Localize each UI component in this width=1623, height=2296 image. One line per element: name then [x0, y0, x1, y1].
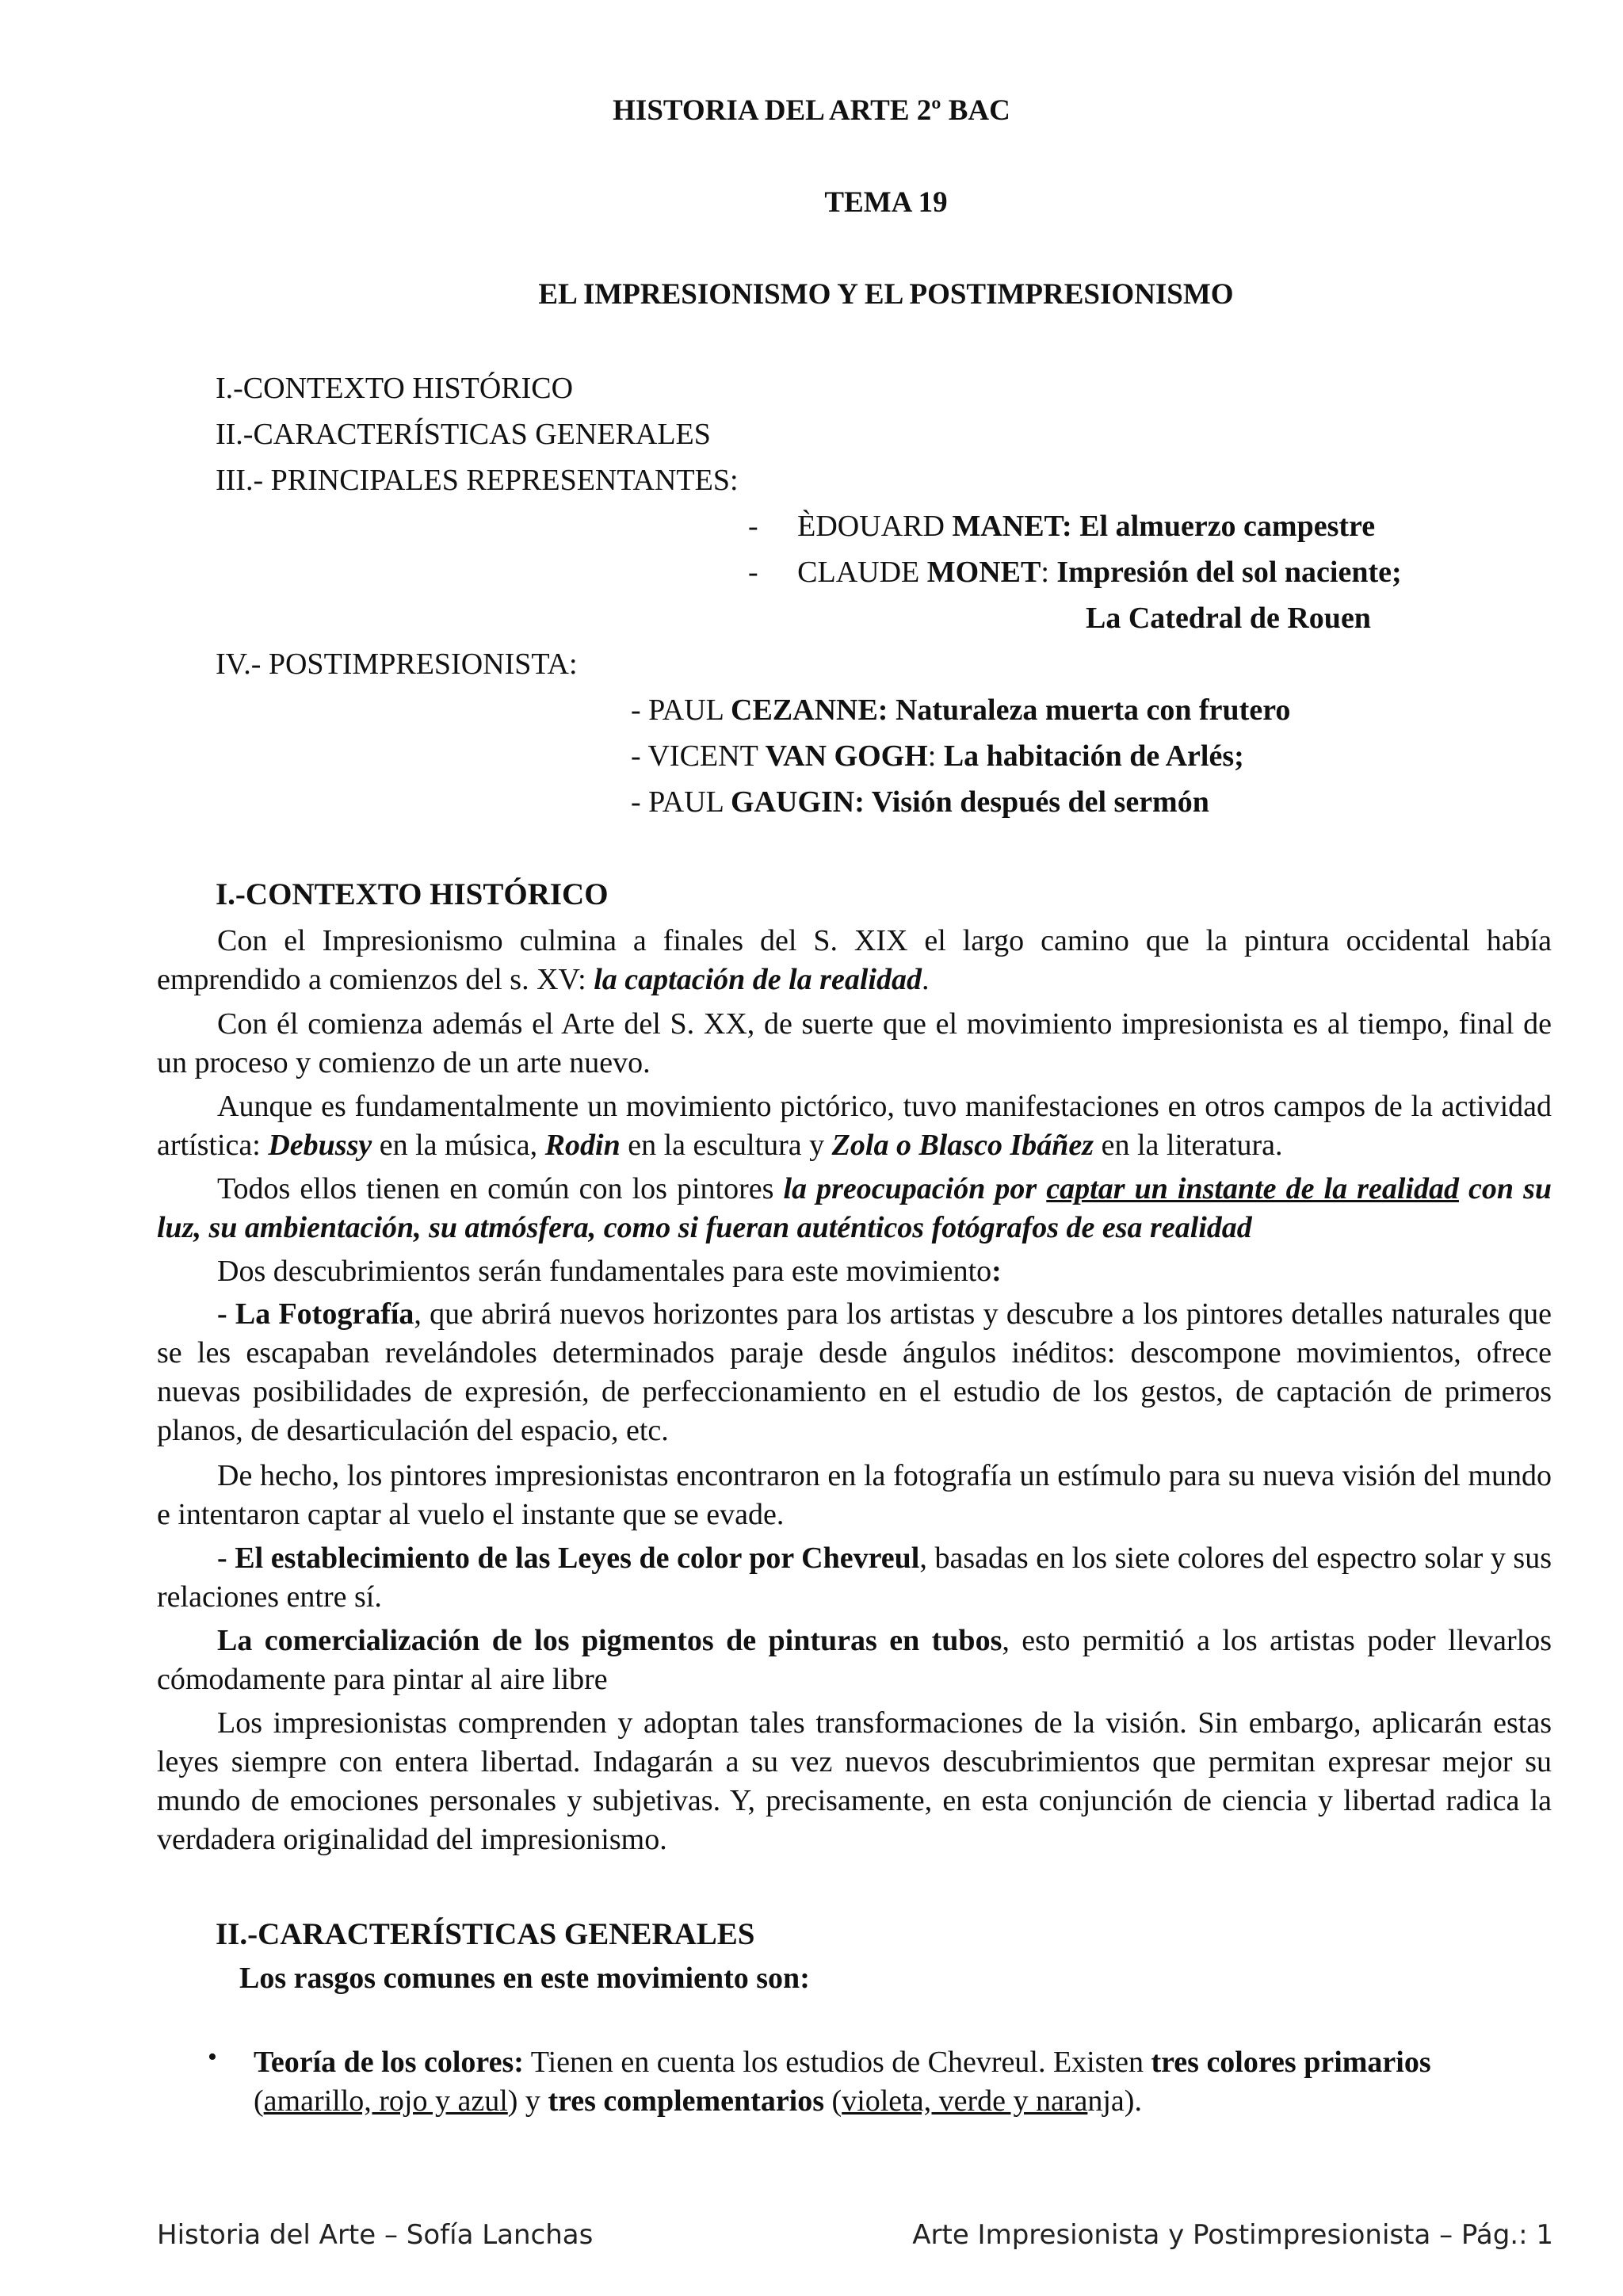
topic-number: TEMA 19	[824, 186, 948, 219]
text: Todos ellos tienen en común con los pintores	[217, 1172, 784, 1205]
text: .	[921, 963, 930, 996]
paragraph-5	[157, 1252, 1552, 1291]
bullet-icon: •	[208, 2042, 217, 2072]
text: Con el Impresionismo culmina a finales del S. XIX el largo camino que la pintura occidental había emprendido a comienzos del s. XV:	[157, 924, 1552, 996]
monet-work-2: La Catedral de Rouen	[1086, 602, 1371, 635]
section-2-subheading: Los rasgos comunes en este movimiento son:	[239, 1962, 810, 1995]
manet-entry	[748, 509, 1375, 544]
paragraph-8	[157, 1539, 1552, 1617]
artist-first-name: - PAUL	[631, 693, 731, 727]
text: , esto permitió a los artistas poder llevarlos cómodamente para pintar al aire libre	[157, 1624, 1552, 1696]
dash: -	[748, 556, 758, 589]
index-item-2: II.-CARACTERÍSTICAS GENERALES	[216, 418, 711, 451]
emphasis: con su luz, su ambientación, su atmósfera, como si fueran auténticos fotógrafos de esa realidad	[157, 1172, 1552, 1244]
bullet-item-colors	[254, 2043, 1553, 2121]
index-item-3: III.- PRINCIPALES REPRESENTANTES:	[216, 464, 739, 497]
paragraph-4	[157, 1170, 1552, 1247]
artist-work: MANET: El almuerzo campestre	[952, 510, 1376, 543]
underlined: amarillo, rojo y azul	[263, 2084, 508, 2118]
text: Dos descubrimientos serán fundamentales para este movimiento	[217, 1255, 992, 1288]
text: en la literatura.	[1094, 1129, 1283, 1162]
text: en la música,	[372, 1129, 545, 1162]
paragraph-6	[157, 1295, 1552, 1450]
emphasis: la captación de la realidad	[594, 963, 922, 996]
section-1-heading: I.-CONTEXTO HISTÓRICO	[216, 877, 609, 911]
index-item-4: IV.- POSTIMPRESIONISTA:	[216, 648, 578, 681]
emphasis: la preocupación por	[783, 1172, 1047, 1205]
artist-surname: MONET	[926, 556, 1041, 589]
text: nja).	[1087, 2084, 1142, 2118]
text: , que abrirá nuevos horizontes para los artistas y descubre a los pintores detalles naturales que se les escapaban revelándoles determinados paraje desde ángulos inéditos: descompone movimientos, ofrece nuevas posibilidades de expresión, de perfeccionamiento en el estudio de los gestos, de captación de primeros planos, de desarticulación del espacio, etc.	[157, 1297, 1552, 1447]
paragraph-7: De hecho, los pintores impresionistas encontraron en la fotografía un estímulo para su nueva visión del mundo e intentaron captar al vuelo el instante que se evade.	[157, 1459, 1552, 1531]
artist-first-name: - PAUL	[631, 785, 731, 819]
paragraph-2: Con él comienza además el Arte del S. XX, de suerte que el movimiento impresionista es al tiempo, final de un proceso y comienzo de un arte nuevo.	[157, 1007, 1552, 1079]
text: :	[991, 1255, 1002, 1288]
artist-work: Impresión del sol naciente;	[1056, 556, 1402, 589]
text: , basadas en los siete colores del espectro solar y sus relaciones entre sí.	[157, 1541, 1552, 1614]
emphasis-underlined: captar un instante de la realidad	[1046, 1172, 1459, 1205]
vangogh-entry	[631, 739, 1244, 774]
footer-left: Historia del Arte – Sofía Lanchas	[157, 2219, 594, 2251]
artist-first-name: CLAUDE	[797, 556, 927, 589]
emphasis: - El establecimiento de las Leyes de color por Chevreul	[217, 1541, 920, 1575]
footer-right: Arte Impresionista y Postimpresionista – Pág.: 1	[912, 2219, 1553, 2251]
emphasis: Debussy	[268, 1129, 372, 1162]
paragraph-1	[157, 922, 1552, 999]
index-item-1: I.-CONTEXTO HISTÓRICO	[216, 372, 574, 405]
emphasis: Teoría de los colores:	[254, 2046, 524, 2079]
gaugin-entry	[631, 785, 1209, 819]
text: Tienen en cuenta los estudios de Chevreul. Existen	[523, 2046, 1151, 2079]
dash: -	[748, 510, 758, 543]
text: Aunque es fundamentalmente un movimiento pictórico, tuvo manifestaciones en otros campos de la actividad artística:	[157, 1090, 1552, 1162]
paragraph-10: Los impresionistas comprenden y adoptan tales transformaciones de la visión. Sin embargo, aplicarán estas leyes siempre con entera libertad. Indagarán a su vez nuevos descubrimientos que permitan expresar mejor su mundo de emociones personales y subjetivas. Y, precisamente, en esta conjunción de ciencia y libertad radica la verdadera originalidad del impresionismo.	[157, 1706, 1552, 1856]
artist-first-name: - VICENT	[631, 739, 766, 773]
topic-title: EL IMPRESIONISMO Y EL POSTIMPRESIONISMO	[538, 278, 1234, 311]
text: en la escultura y	[620, 1129, 832, 1162]
emphasis: - La Fotografía	[217, 1297, 414, 1331]
emphasis: Rodin	[544, 1129, 621, 1162]
paragraph-3	[157, 1087, 1552, 1165]
artist-work: GAUGIN: Visión después del sermón	[731, 785, 1209, 819]
text: ) y	[507, 2084, 548, 2118]
emphasis: Zola o Blasco Ibáñez	[831, 1129, 1094, 1162]
colon: :	[927, 739, 944, 773]
emphasis: tres colores primarios	[1151, 2046, 1431, 2079]
cezanne-entry	[631, 693, 1290, 728]
paragraph-9	[157, 1622, 1552, 1699]
text: (	[254, 2084, 264, 2118]
course-title: HISTORIA DEL ARTE 2º BAC	[613, 94, 1010, 127]
underlined: violeta, verde y nara	[842, 2084, 1088, 2118]
monet-entry	[748, 555, 1402, 590]
emphasis: tres complementarios	[548, 2084, 825, 2118]
artist-work: La habitación de Arlés;	[943, 739, 1244, 773]
text: (	[824, 2084, 842, 2118]
section-2-heading: II.-CARACTERÍSTICAS GENERALES	[216, 1917, 755, 1951]
artist-work: CEZANNE: Naturaleza muerta con frutero	[731, 693, 1291, 727]
emphasis: La comercialización de los pigmentos de pinturas en tubos	[217, 1624, 1002, 1657]
artist-surname: VAN GOGH	[765, 739, 928, 773]
colon: :	[1041, 556, 1057, 589]
artist-first-name: ÈDOUARD	[797, 510, 953, 543]
